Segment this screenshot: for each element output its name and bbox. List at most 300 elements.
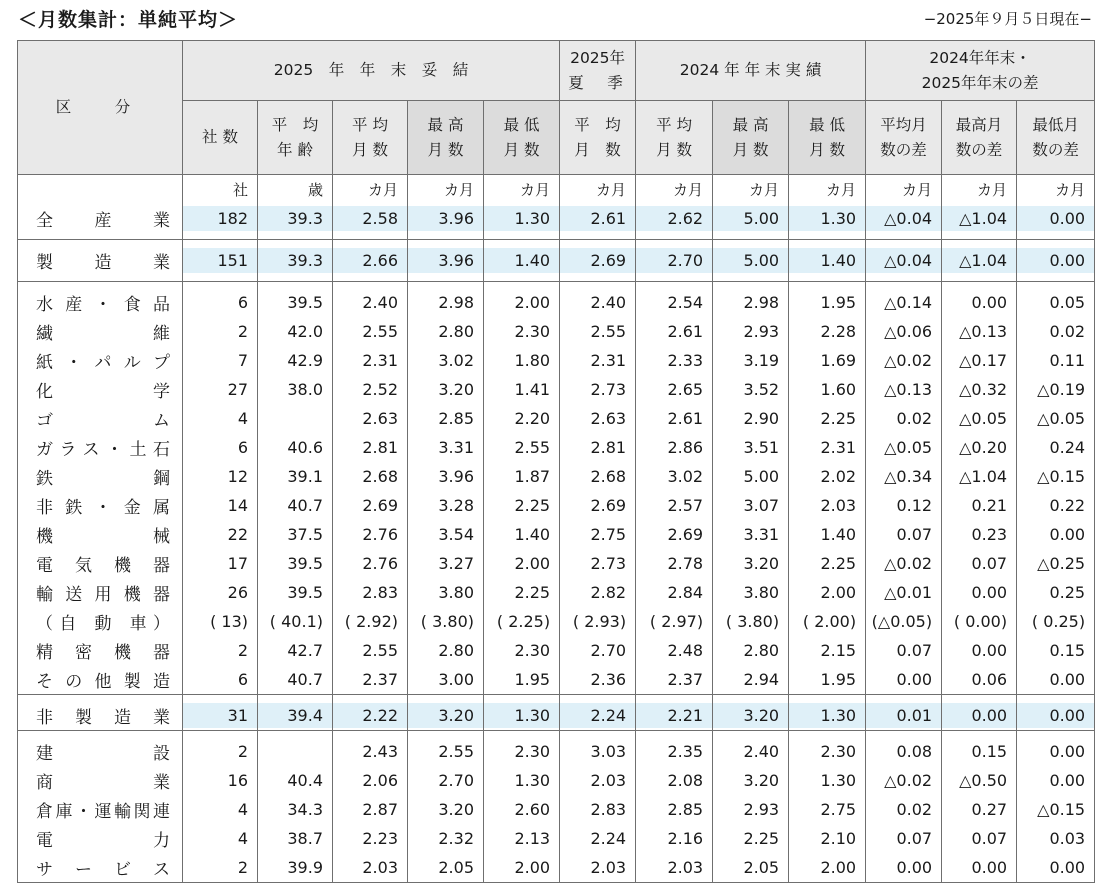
value-cell: 2.66	[333, 246, 408, 275]
header-2024-avg: 平 均 月 数	[636, 101, 713, 175]
header-diff-max: 最高月 数の差	[942, 101, 1017, 175]
value-cell: 1.30	[484, 766, 560, 795]
value-cell	[258, 737, 333, 766]
value-cell: △1.04	[942, 246, 1017, 275]
value-cell: 0.00	[1017, 204, 1095, 233]
value-cell: 2.31	[789, 433, 866, 462]
value-cell: 0.06	[942, 665, 1017, 695]
value-cell: 0.00	[1017, 766, 1095, 795]
value-cell: 0.02	[1017, 317, 1095, 346]
value-cell: 2.20	[484, 404, 560, 433]
value-cell: 2.08	[636, 766, 713, 795]
page-title: ＜月数集計：単純平均＞	[18, 9, 239, 31]
value-cell: 2.05	[713, 853, 789, 883]
value-cell: 2.23	[333, 824, 408, 853]
value-cell: 1.40	[789, 520, 866, 549]
row-label: （自 動 車）	[18, 607, 183, 636]
value-cell: 2.87	[333, 795, 408, 824]
value-cell: 2	[183, 317, 258, 346]
value-cell: 2.81	[333, 433, 408, 462]
value-cell: 0.00	[866, 853, 942, 883]
value-cell: 2.80	[408, 317, 484, 346]
value-cell: 2.61	[560, 204, 636, 233]
unit-cell: 社	[183, 175, 258, 205]
value-cell: △0.05	[942, 404, 1017, 433]
value-cell: 0.03	[1017, 824, 1095, 853]
row-label: 全 産 業	[18, 204, 183, 233]
value-cell: 1.30	[789, 766, 866, 795]
value-cell: 3.54	[408, 520, 484, 549]
value-cell: 40.4	[258, 766, 333, 795]
value-cell: 0.07	[866, 824, 942, 853]
unit-cell: カ月	[713, 175, 789, 205]
value-cell: △0.04	[866, 204, 942, 233]
value-cell: 2.25	[713, 824, 789, 853]
value-cell: 2.00	[484, 288, 560, 317]
value-cell: 0.02	[866, 404, 942, 433]
value-cell: 2.98	[408, 288, 484, 317]
value-cell: 1.80	[484, 346, 560, 375]
value-cell: 3.20	[408, 375, 484, 404]
value-cell: 31	[183, 701, 258, 731]
value-cell: 2.55	[333, 317, 408, 346]
value-cell: 4	[183, 795, 258, 824]
value-cell: 3.96	[408, 246, 484, 275]
value-cell: 38.7	[258, 824, 333, 853]
value-cell: △1.04	[942, 462, 1017, 491]
row-label: その他製造	[18, 665, 183, 695]
header-diff-min: 最低月 数の差	[1017, 101, 1095, 175]
value-cell: △0.04	[866, 246, 942, 275]
value-cell: ( 2.25)	[484, 607, 560, 636]
value-cell: 2.37	[333, 665, 408, 695]
value-cell: 0.05	[1017, 288, 1095, 317]
table-row	[18, 853, 1095, 883]
value-cell: 1.40	[484, 246, 560, 275]
value-cell: 2.00	[484, 549, 560, 578]
value-cell: 2.69	[333, 491, 408, 520]
value-cell: 0.00	[1017, 853, 1095, 883]
header-group-2025: 2025 年 年 末 妥 結	[183, 41, 560, 101]
value-cell: 4	[183, 824, 258, 853]
value-cell: 0.11	[1017, 346, 1095, 375]
value-cell: 2.85	[408, 404, 484, 433]
value-cell: 1.95	[789, 665, 866, 695]
value-cell: 2.86	[636, 433, 713, 462]
value-cell: 0.00	[942, 636, 1017, 665]
value-cell: 14	[183, 491, 258, 520]
value-cell: 2.25	[484, 491, 560, 520]
value-cell: 2.69	[560, 246, 636, 275]
value-cell: 3.02	[408, 346, 484, 375]
value-cell: 2.40	[560, 288, 636, 317]
value-cell: 3.03	[560, 737, 636, 766]
row-label: 紙・パルプ	[18, 346, 183, 375]
value-cell: 1.95	[484, 665, 560, 695]
table-row	[18, 607, 1095, 636]
header-companies: 社 数	[183, 101, 258, 175]
value-cell: 38.0	[258, 375, 333, 404]
value-cell: 2.93	[713, 795, 789, 824]
value-cell: 2.52	[333, 375, 408, 404]
value-cell: 2.55	[560, 317, 636, 346]
value-cell: 1.41	[484, 375, 560, 404]
value-cell: 2.61	[636, 404, 713, 433]
value-cell: 1.30	[789, 701, 866, 731]
value-cell: 2.78	[636, 549, 713, 578]
value-cell: 3.96	[408, 204, 484, 233]
table-row	[18, 317, 1095, 346]
value-cell: 2.80	[408, 636, 484, 665]
value-cell: △0.06	[866, 317, 942, 346]
table-row	[18, 665, 1095, 695]
row-label: ゴ ム	[18, 404, 183, 433]
value-cell: 2	[183, 853, 258, 883]
value-cell: 2.31	[333, 346, 408, 375]
row-label: 倉庫・運輸関連	[18, 795, 183, 824]
value-cell: 1.40	[484, 520, 560, 549]
value-cell: 2.36	[560, 665, 636, 695]
table-row	[18, 346, 1095, 375]
value-cell: 0.00	[942, 853, 1017, 883]
value-cell: 2.00	[789, 853, 866, 883]
value-cell: 16	[183, 766, 258, 795]
value-cell: 2.32	[408, 824, 484, 853]
value-cell: 2.55	[333, 636, 408, 665]
header-min-months: 最 低 月 数	[484, 101, 560, 175]
value-cell: 3.19	[713, 346, 789, 375]
value-cell: 39.3	[258, 246, 333, 275]
value-cell: 3.02	[636, 462, 713, 491]
value-cell: 2.05	[408, 853, 484, 883]
value-cell: 3.20	[713, 549, 789, 578]
row-label: 非製造業	[18, 701, 183, 731]
value-cell: △0.19	[1017, 375, 1095, 404]
table-row	[18, 204, 1095, 233]
value-cell: ( 0.00)	[942, 607, 1017, 636]
value-cell: △1.04	[942, 204, 1017, 233]
value-cell: △0.02	[866, 766, 942, 795]
value-cell: ( 40.1)	[258, 607, 333, 636]
value-cell: 42.9	[258, 346, 333, 375]
value-cell: ( 3.80)	[713, 607, 789, 636]
value-cell: 2.30	[484, 737, 560, 766]
value-cell: ( 0.25)	[1017, 607, 1095, 636]
value-cell: 3.00	[408, 665, 484, 695]
value-cell: 0.00	[942, 701, 1017, 731]
value-cell: 2.69	[636, 520, 713, 549]
value-cell: 2.00	[789, 578, 866, 607]
row-label: 製 造 業	[18, 246, 183, 275]
row-label: ガラス・土石	[18, 433, 183, 462]
value-cell: 2.25	[789, 549, 866, 578]
value-cell: 2.33	[636, 346, 713, 375]
value-cell: 2.93	[713, 317, 789, 346]
value-cell: △0.05	[866, 433, 942, 462]
value-cell: 2.63	[560, 404, 636, 433]
value-cell: 0.02	[866, 795, 942, 824]
table-row	[18, 824, 1095, 853]
value-cell: 2.31	[560, 346, 636, 375]
value-cell: 0.12	[866, 491, 942, 520]
table-row	[18, 578, 1095, 607]
row-label: 繊 維	[18, 317, 183, 346]
value-cell: 0.27	[942, 795, 1017, 824]
table-row	[18, 462, 1095, 491]
row-label: 輸送用機器	[18, 578, 183, 607]
value-cell: 1.69	[789, 346, 866, 375]
value-cell: 2.03	[333, 853, 408, 883]
value-cell: △0.14	[866, 288, 942, 317]
table-row	[18, 520, 1095, 549]
value-cell: 6	[183, 665, 258, 695]
value-cell: 2.22	[333, 701, 408, 731]
value-cell: ( 13)	[183, 607, 258, 636]
table-row	[18, 375, 1095, 404]
row-label: 機 械	[18, 520, 183, 549]
header-diff-avg: 平均月 数の差	[866, 101, 942, 175]
value-cell: 0.00	[1017, 701, 1095, 731]
value-cell: 0.15	[942, 737, 1017, 766]
value-cell: 7	[183, 346, 258, 375]
value-cell: 2.61	[636, 317, 713, 346]
value-cell: 17	[183, 549, 258, 578]
value-cell: △0.13	[866, 375, 942, 404]
value-cell: 42.7	[258, 636, 333, 665]
bonus-months-table	[17, 40, 1095, 883]
value-cell: 2.25	[484, 578, 560, 607]
value-cell	[258, 404, 333, 433]
value-cell: 40.7	[258, 491, 333, 520]
value-cell: 3.80	[408, 578, 484, 607]
value-cell: 2.76	[333, 549, 408, 578]
unit-cell: カ月	[408, 175, 484, 205]
value-cell: 39.9	[258, 853, 333, 883]
unit-cell: カ月	[333, 175, 408, 205]
value-cell: (△0.05)	[866, 607, 942, 636]
table-row	[18, 795, 1095, 824]
value-cell: 2.02	[789, 462, 866, 491]
value-cell: 2.55	[408, 737, 484, 766]
value-cell: △0.13	[942, 317, 1017, 346]
row-label: 建 設	[18, 737, 183, 766]
value-cell: 2.62	[636, 204, 713, 233]
value-cell: △0.02	[866, 346, 942, 375]
value-cell: 2.40	[713, 737, 789, 766]
table-row	[18, 433, 1095, 462]
value-cell: 2.21	[636, 701, 713, 731]
value-cell: 42.0	[258, 317, 333, 346]
value-cell: 39.1	[258, 462, 333, 491]
value-cell: 2.57	[636, 491, 713, 520]
value-cell: 37.5	[258, 520, 333, 549]
value-cell: 39.5	[258, 288, 333, 317]
value-cell: 3.07	[713, 491, 789, 520]
unit-cell: カ月	[1017, 175, 1095, 205]
value-cell: 2.13	[484, 824, 560, 853]
value-cell: 0.01	[866, 701, 942, 731]
value-cell: 2.98	[713, 288, 789, 317]
value-cell: 3.80	[713, 578, 789, 607]
value-cell: 39.3	[258, 204, 333, 233]
value-cell: △0.50	[942, 766, 1017, 795]
value-cell: 0.00	[1017, 665, 1095, 695]
value-cell: 39.5	[258, 578, 333, 607]
value-cell: 3.27	[408, 549, 484, 578]
value-cell: 182	[183, 204, 258, 233]
value-cell: ( 2.97)	[636, 607, 713, 636]
value-cell: 5.00	[713, 204, 789, 233]
value-cell: 3.20	[713, 766, 789, 795]
header-group-2024: 2024 年 年 末 実 績	[636, 41, 866, 101]
value-cell: 2.48	[636, 636, 713, 665]
value-cell: 2.63	[333, 404, 408, 433]
value-cell: △0.01	[866, 578, 942, 607]
value-cell: 0.15	[1017, 636, 1095, 665]
value-cell: △0.15	[1017, 462, 1095, 491]
value-cell: 2.03	[560, 766, 636, 795]
value-cell: 3.31	[408, 433, 484, 462]
value-cell: 2.58	[333, 204, 408, 233]
as-of-date: −2025年９月５日現在−	[923, 10, 1092, 28]
value-cell: 2	[183, 636, 258, 665]
value-cell: 0.00	[1017, 737, 1095, 766]
value-cell: 2.03	[560, 853, 636, 883]
value-cell: 2.73	[560, 375, 636, 404]
value-cell: 0.07	[866, 520, 942, 549]
value-cell: 2.68	[560, 462, 636, 491]
value-cell: 3.20	[408, 795, 484, 824]
value-cell: 2.00	[484, 853, 560, 883]
value-cell: 2.70	[636, 246, 713, 275]
value-cell: 2.83	[560, 795, 636, 824]
header-summer-avg: 平 均 月 数	[560, 101, 636, 175]
header-group-2025-summer: 2025年 夏 季	[560, 41, 636, 101]
row-label: 化 学	[18, 375, 183, 404]
value-cell: 22	[183, 520, 258, 549]
value-cell: 2.43	[333, 737, 408, 766]
value-cell: 2.30	[484, 636, 560, 665]
value-cell: 2.54	[636, 288, 713, 317]
value-cell: 1.30	[484, 701, 560, 731]
header-2024-min: 最 低 月 数	[789, 101, 866, 175]
value-cell: 2.28	[789, 317, 866, 346]
value-cell: ( 2.92)	[333, 607, 408, 636]
value-cell: 0.07	[942, 549, 1017, 578]
value-cell: △0.02	[866, 549, 942, 578]
value-cell: 2.03	[789, 491, 866, 520]
value-cell: 2.60	[484, 795, 560, 824]
row-label: 精密機器	[18, 636, 183, 665]
value-cell: △0.32	[942, 375, 1017, 404]
value-cell: 3.96	[408, 462, 484, 491]
value-cell: △0.17	[942, 346, 1017, 375]
value-cell: 2.70	[408, 766, 484, 795]
value-cell: 26	[183, 578, 258, 607]
value-cell: 34.3	[258, 795, 333, 824]
value-cell: 5.00	[713, 462, 789, 491]
value-cell: 2.81	[560, 433, 636, 462]
value-cell: △0.25	[1017, 549, 1095, 578]
row-label: 商 業	[18, 766, 183, 795]
value-cell: 2.06	[333, 766, 408, 795]
value-cell: 40.6	[258, 433, 333, 462]
table-row	[18, 701, 1095, 731]
row-label: 鉄 鋼	[18, 462, 183, 491]
value-cell: 2.10	[789, 824, 866, 853]
value-cell: 39.4	[258, 701, 333, 731]
value-cell: 2.25	[789, 404, 866, 433]
value-cell: △0.05	[1017, 404, 1095, 433]
value-cell: 3.52	[713, 375, 789, 404]
unit-cell: カ月	[942, 175, 1017, 205]
unit-cell: 歳	[258, 175, 333, 205]
table-row	[18, 737, 1095, 766]
table-row	[18, 549, 1095, 578]
row-label: サービス	[18, 853, 183, 883]
value-cell: 2.75	[560, 520, 636, 549]
value-cell: 1.40	[789, 246, 866, 275]
value-cell: △0.34	[866, 462, 942, 491]
value-cell: 2.30	[789, 737, 866, 766]
value-cell: 3.20	[408, 701, 484, 731]
value-cell: ( 2.00)	[789, 607, 866, 636]
unit-cell: カ月	[636, 175, 713, 205]
value-cell: 2.37	[636, 665, 713, 695]
table-row	[18, 491, 1095, 520]
value-cell: 0.00	[942, 288, 1017, 317]
unit-cell: カ月	[866, 175, 942, 205]
value-cell: 2	[183, 737, 258, 766]
value-cell: 4	[183, 404, 258, 433]
value-cell: ( 2.93)	[560, 607, 636, 636]
value-cell: 0.21	[942, 491, 1017, 520]
value-cell: 3.28	[408, 491, 484, 520]
value-cell: △0.15	[1017, 795, 1095, 824]
value-cell: 2.85	[636, 795, 713, 824]
value-cell: 2.16	[636, 824, 713, 853]
value-cell: 0.25	[1017, 578, 1095, 607]
value-cell: 12	[183, 462, 258, 491]
unit-cell: カ月	[789, 175, 866, 205]
row-label: 電 力	[18, 824, 183, 853]
table-row	[18, 246, 1095, 275]
header-category: 区 分	[18, 41, 183, 175]
value-cell: 2.80	[713, 636, 789, 665]
value-cell: 1.30	[789, 204, 866, 233]
value-cell: 6	[183, 288, 258, 317]
value-cell: 151	[183, 246, 258, 275]
value-cell: 0.00	[1017, 246, 1095, 275]
unit-cell: カ月	[484, 175, 560, 205]
value-cell: 27	[183, 375, 258, 404]
row-label: 非鉄・金属	[18, 491, 183, 520]
value-cell: 6	[183, 433, 258, 462]
header-2024-max: 最 高 月 数	[713, 101, 789, 175]
header-avg-months: 平 均 月 数	[333, 101, 408, 175]
value-cell: 0.24	[1017, 433, 1095, 462]
table-row	[18, 636, 1095, 665]
value-cell: 2.30	[484, 317, 560, 346]
value-cell: 3.20	[713, 701, 789, 731]
value-cell: 2.70	[560, 636, 636, 665]
value-cell: 2.90	[713, 404, 789, 433]
value-cell: 0.23	[942, 520, 1017, 549]
table-row	[18, 288, 1095, 317]
value-cell: 2.15	[789, 636, 866, 665]
value-cell: 0.07	[866, 636, 942, 665]
row-label: 電気機器	[18, 549, 183, 578]
